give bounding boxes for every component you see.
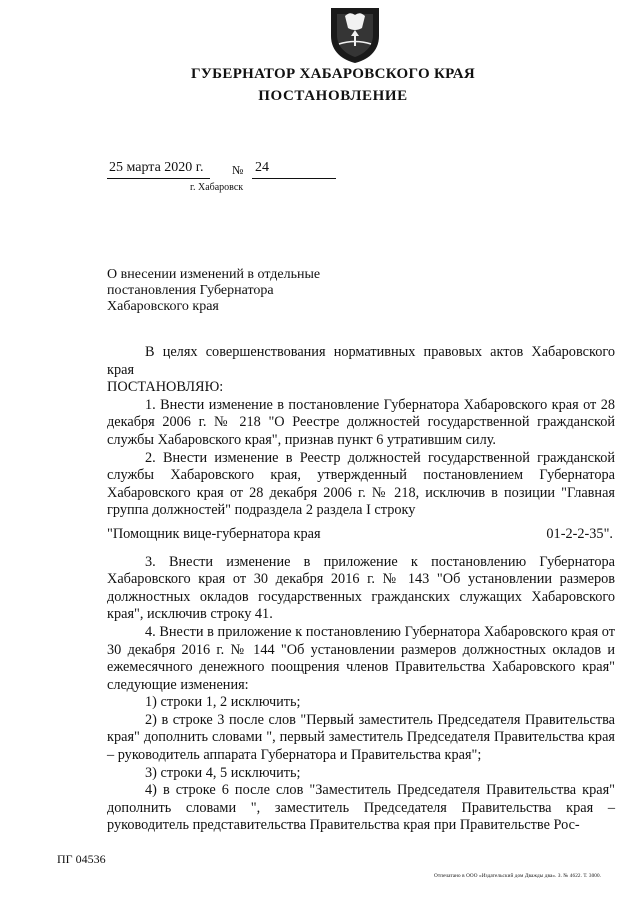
excluded-row-title: "Помощник вице-губернатора края [107,525,321,542]
document-body [107,344,615,835]
paragraph-1: 1. Внести изменение в постановление Губернатора Хабаровского края от 28 декабря 2006 г. № 218 "О Реестре должностей государственной гражданской службы Хабаровского края", признав пункт 6 утратившим силу. [107,396,615,448]
form-code: ПГ 04536 [57,852,106,866]
document-date: 25 марта 2020 г. [109,160,204,175]
intro-paragraph: В целях совершенствования нормативных правовых актов Хабаровского края [107,344,615,378]
document-number: 24 [255,160,269,175]
document-subject: О внесении изменений в отдельные постановления Губернатора Хабаровского края [107,267,321,314]
paragraph-3: 3. Внести изменение в приложение к постановлению Губернатора Хабаровского края от 30 декабря 2016 г. № 143 "Об установлении размеров должностных окладов государственных гражданских служащих Хабаровского края", исключив строку 41. [107,553,615,623]
document-type: ПОСТАНОВЛЕНИЕ [258,88,408,104]
document-city: г. Хабаровск [190,182,244,193]
date-underline [107,178,210,179]
paragraph-2: 2. Внести изменение в Реестр должностей государственной гражданской службы Хабаровского края, утвержденный постановлением Губернатора Хабаровского края от 28 декабря 2006 г. № 218, исключив в позиции "Главная группа должностей" подраздела 2 раздела I строку [107,449,615,519]
subitem-2: 2) в строке 3 после слов "Первый заместитель Председателя Правительства края" дополнить словами ", первый заместитель Председателя Правительства края – руководитель аппарата Губернатора и Правительства края"; [107,711,615,764]
number-underline [252,178,336,179]
subitem-4: 4) в строке 6 после слов "Заместитель Председателя Правительства края" дополнить словами ", заместитель Председателя Правительства края – руководитель представительства Правительства края при Правительстве Рос- [107,782,615,834]
subitem-3: 3) строки 4, 5 исключить; [145,764,301,781]
paragraph-4: 4. Внести в приложение к постановлению Губернатора Хабаровского края от 30 декабря 2016 г. № 144 "Об установлении размеров должностных окладов и ежемесячного денежного поощрения членов Правительства Хабаровского края" следующие изменения: [107,623,615,693]
excluded-row-code: 01-2-2-35". [546,525,613,542]
decree-word: ПОСТАНОВЛЯЮ: [107,379,224,396]
issuer-title: ГУБЕРНАТОР ХАБАРОВСКОГО КРАЯ [191,66,475,82]
khabarovsk-coat-of-arms-icon [329,6,381,64]
subitem-1: 1) строки 1, 2 исключить; [145,694,301,711]
date-number-line [107,160,337,180]
excluded-row [107,526,615,544]
number-sign: № [232,163,244,177]
printer-imprint: Отпечатано в ООО «Издательский дом Дважды два». З. № 4622. Т. 3000. [434,873,602,879]
